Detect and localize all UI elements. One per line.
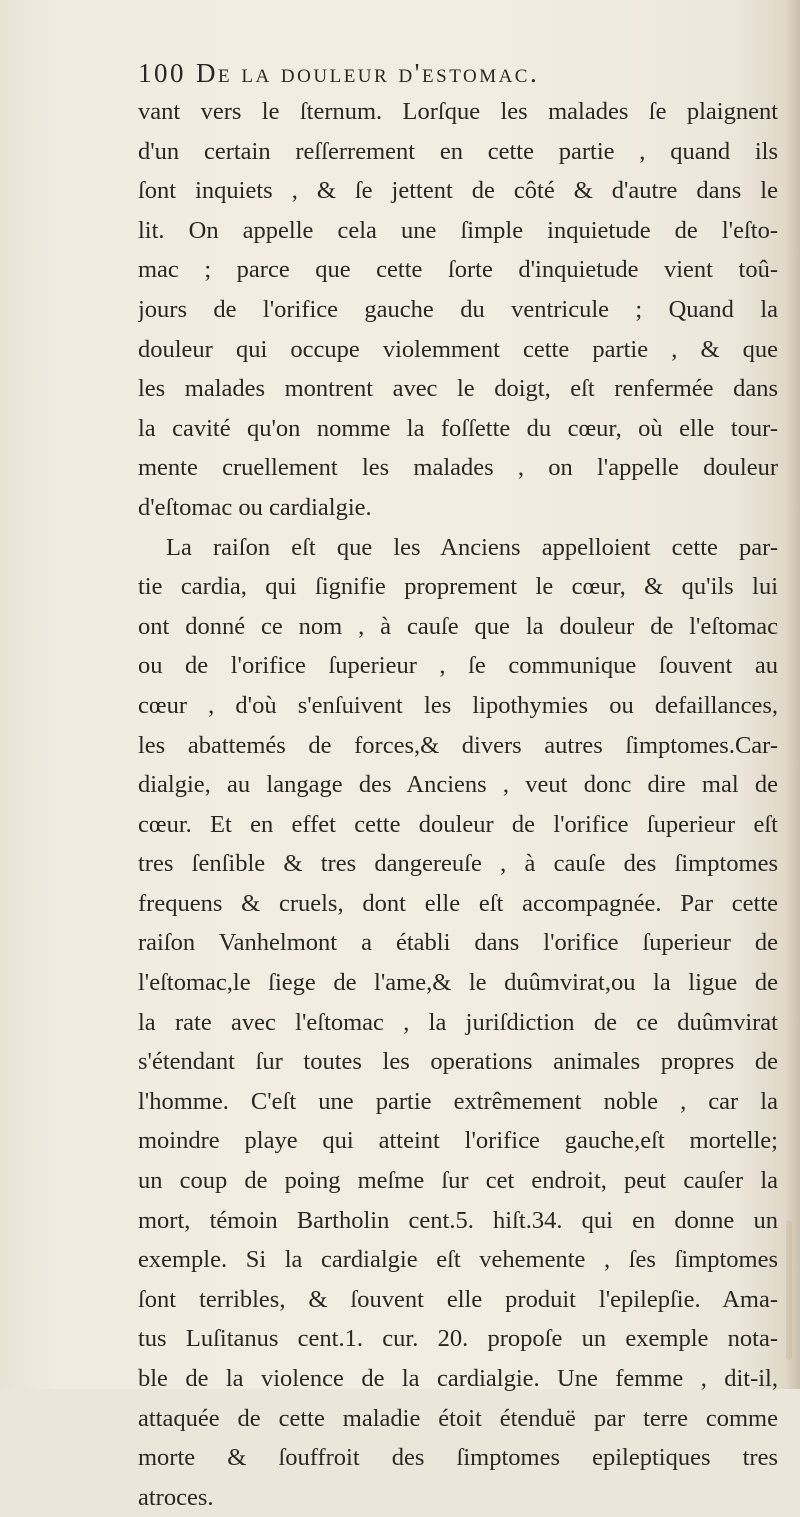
text-line: vant vers le ſternum. Lorſque les malades ſe plaignent	[138, 98, 778, 125]
text-line: dialgie, au langage des Anciens , veut donc dire mal de	[138, 771, 778, 799]
text-line: exemple. Si la cardialgie eſt vehemente , ſes ſimptomes	[138, 1246, 778, 1274]
text-line: cœur. Et en effet cette douleur de l'orifice ſuperieur eſt	[138, 810, 778, 838]
text-line: d'eſtomac ou cardialgie.	[138, 493, 372, 521]
text-line: d'un certain reſſerrement en cette partie , quand ils	[138, 137, 778, 165]
text-line: morte & ſouffroit des ſimptomes epileptiques tres	[138, 1444, 778, 1472]
page-number: 100	[138, 58, 186, 88]
text-line: atroces.	[138, 1483, 214, 1511]
text-line: ou de l'orifice ſuperieur , ſe communique ſouvent au	[138, 652, 778, 680]
text-line: les abattemés de forces,& divers autres ſimptomes.Car-	[138, 731, 778, 759]
paper-stain	[786, 1220, 792, 1360]
text-line: la cavité qu'on nomme la foſſette du cœur, où elle tour-	[138, 414, 778, 442]
text-line: La raiſon eſt que les Anciens appelloient cette par-	[166, 533, 778, 561]
text-line: tres ſenſible & tres dangereuſe , à cauſe des ſimptomes	[138, 850, 778, 878]
text-line: frequens & cruels, dont elle eſt accompagnée. Par cette	[138, 889, 778, 917]
page-edge-shadow	[786, 0, 800, 1389]
text-line: l'homme. C'eſt une partie extrêmement noble , car la	[138, 1087, 778, 1115]
text-line: un coup de poing meſme ſur cet endroit, peut cauſer la	[138, 1167, 778, 1195]
text-line: s'étendant ſur toutes les operations animales propres de	[138, 1048, 778, 1076]
running-header	[138, 58, 778, 89]
text-line: tus Luſitanus cent.1. cur. 20. propoſe un exemple nota-	[138, 1325, 778, 1353]
text-line: l'eſtomac,le ſiege de l'ame,& le duûmvirat,ou la ligue de	[138, 969, 778, 997]
text-line: ſont inquiets , & ſe jettent de côté & d'autre dans le	[138, 177, 778, 205]
body-text	[138, 92, 778, 1517]
text-line: moindre playe qui atteint l'orifice gauche,eſt mortelle;	[138, 1127, 778, 1155]
text-line: raiſon Vanhelmont a établi dans l'orifice ſuperieur de	[138, 929, 778, 957]
text-line: douleur qui occupe violemment cette partie , & que	[138, 335, 778, 363]
running-title: De la douleur d'estomac.	[196, 58, 540, 88]
text-line: jours de l'orifice gauche du ventricule ; Quand la	[138, 295, 778, 323]
text-line: mort, témoin Bartholin cent.5. hiſt.34. qui en donne un	[138, 1206, 778, 1234]
text-line: lit. On appelle cela une ſimple inquietude de l'eſto-	[138, 216, 778, 244]
text-line: mente cruellement les malades , on l'appelle douleur	[138, 454, 778, 482]
text-line: ont donné ce nom , à cauſe que la douleur de l'eſtomac	[138, 612, 778, 640]
text-line: ble de la violence de la cardialgie. Une femme , dit-il,	[138, 1365, 778, 1392]
text-line: tie cardia, qui ſignifie proprement le cœur, & qu'ils lui	[138, 573, 778, 601]
text-line: la rate avec l'eſtomac , la juriſdiction de ce duûmvirat	[138, 1008, 778, 1036]
text-line: les malades montrent avec le doigt, eſt renfermée dans	[138, 375, 778, 403]
text-line: mac ; parce que cette ſorte d'inquietude vient toû-	[138, 256, 778, 284]
text-line: cœur , d'où s'enſuivent les lipothymies ou defaillances,	[138, 691, 778, 719]
text-line: ſont terribles, & ſouvent elle produit l'epilepſie. Ama-	[138, 1285, 778, 1313]
text-line: attaquée de cette maladie étoit étenduë par terre comme	[138, 1404, 778, 1432]
